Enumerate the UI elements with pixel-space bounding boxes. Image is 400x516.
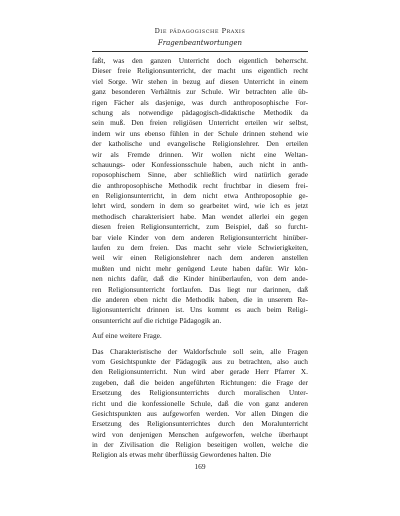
text-line: rigen Fächer als dasjenige, was durch anthroposophische For-: [92, 97, 308, 107]
paragraph: [92, 331, 308, 341]
running-title: Die pädagogische Praxis: [154, 27, 246, 35]
text-line: viel Sorge. Wir stehen in bezug auf diesen Unterricht in einem: [92, 76, 308, 86]
text-line: en Religionsunterricht, in dem nicht etwa Anthroposophie ge-: [92, 191, 308, 201]
text-line: Das Charakteristische der Waldorfschule soll sein, alle Fragen: [92, 346, 308, 356]
text-line: ligionsunterricht drinnen ist. Uns kommt es auch beim Religi-: [92, 305, 308, 315]
text-line: in der Zivilisation die Religion beseitigen wollen, welche die: [92, 440, 308, 450]
text-line: weil wir einen Religionslehrer nach dem anderen anstellen: [92, 253, 308, 263]
text-line: onsunterricht auf die richtige Pädagogik an.: [92, 315, 222, 325]
body-text: [92, 56, 308, 461]
text-line: Ersetzung des Religionsunterrichtes durch den Moralunterricht: [92, 419, 308, 429]
text-line: vom Gesichtspunkte der Pädagogik aus zu betrachten, also auch: [92, 356, 308, 366]
text-line: wird von denjenigen Menschen aufgeworfen, welche überhaupt: [92, 429, 308, 439]
text-line: ganz besonderen Verhältnis zur Schule. Wir betrachten alle üb-: [92, 87, 308, 97]
text-line: zugeben, daß die beiden angeführten Richtungen: die Frage der: [92, 377, 308, 387]
text-line: sein muß. Den freien religiösen Unterricht erteilen wir selbst,: [92, 118, 308, 128]
text-line: faßt, was den ganzen Unterricht doch eigentlich beherrscht.: [92, 56, 308, 65]
text-line: Auf eine weitere Frage.: [92, 331, 162, 341]
text-line: richt und die konfessionelle Schule, daß die von ganz anderen: [92, 398, 308, 408]
section-subtitle: Fragenbeantwortungen: [157, 39, 243, 47]
text-line: Ersetzung des Religionsunterrichts durch moralischen Unter-: [92, 388, 308, 398]
text-line: methodisch charakterisiert habe. Man wendet allerlei ein gegen: [92, 211, 308, 221]
text-line: Dieser freie Religionsunterricht, der macht uns eigentlich recht: [92, 66, 308, 76]
text-line: mußten und nicht mehr genügend Leute haben dafür. Wir kön-: [92, 263, 308, 273]
text-line: ren Religionsunterricht fortlaufen. Das liegt nur darinnen, daß: [92, 284, 308, 294]
text-line: bar viele Kinder von dem anderen Religionsunterricht hinüber-: [92, 232, 308, 242]
text-line: die anderen eben nicht die Methodik haben, die in unserem Re-: [92, 294, 308, 304]
text-line: Gesichtspunkten aus aufgeworfen werden. Vor allen Dingen die: [92, 408, 308, 418]
paragraph: [92, 56, 308, 326]
text-line: nen nichts dafür, daß die Kinder hinüberlaufen, von dem ande-: [92, 274, 308, 284]
text-line: Religion als etwas mehr überflüssig Gewordenes halten. Die: [92, 450, 271, 460]
text-line: lehrt wird, sondern in dem so gearbeitet wird, wie ich es jetzt: [92, 201, 308, 211]
text-line: indem wir uns ebenso fühlen in der Schule drinnen stehend wie: [92, 128, 308, 138]
text-line: die anthroposophische Methodik recht fruchtbar in diesem frei-: [92, 180, 308, 190]
text-line: schung als notwendige pädagogisch-didaktische Methodik da: [92, 107, 308, 117]
text-line: schauungs- oder Konfessionsschule haben, auch nicht in anth-: [92, 159, 308, 169]
text-line: der katholische und evangelische Religionslehrer. Den erteilen: [92, 139, 308, 149]
text-line: den Religionsunterricht. Nun wird aber gerade Herr Pfarrer X.: [92, 367, 308, 377]
text-line: laufen zu dem freien. Das macht sehr viele Schwierigkeiten,: [92, 243, 308, 253]
page-number: 169: [194, 462, 206, 471]
text-line: wir als Fremde drinnen. Wir wollen nicht eine Weltan-: [92, 149, 308, 159]
header-rule: [92, 51, 308, 52]
text-line: roposophischem Sinne, aber schließlich wird natürlich gerade: [92, 170, 308, 180]
paragraph: [92, 347, 308, 461]
text-line: diesen freien Religionsunterricht, zum Beispiel, daß so furcht-: [92, 222, 308, 232]
